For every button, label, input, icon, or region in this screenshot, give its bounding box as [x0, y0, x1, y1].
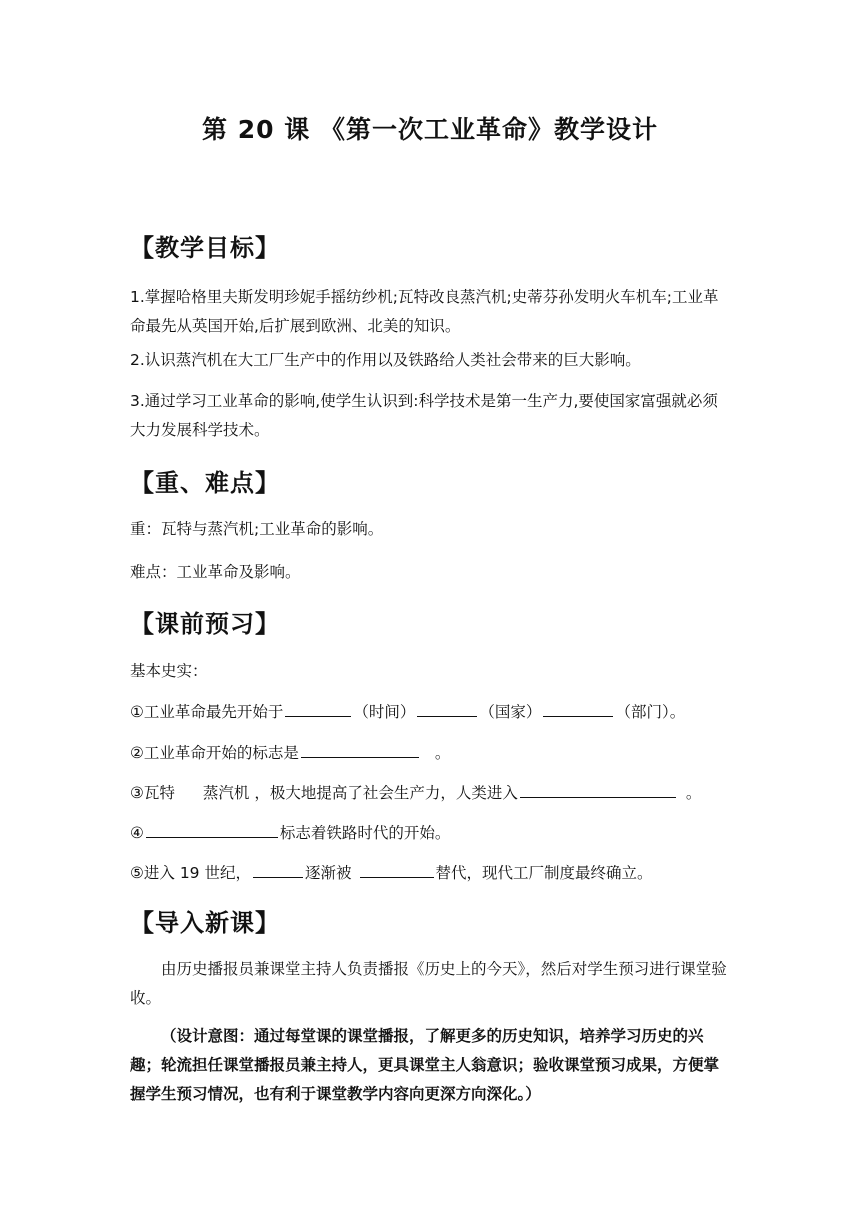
q1-blank-country[interactable] [417, 702, 477, 717]
preview-question-1 [130, 700, 685, 722]
intro-lesson-body: 由历史播报员兼课堂主持人负责播报《历史上的今天》，然后对学生预习进行课堂验收。 [130, 960, 727, 1007]
intro-lesson-heading: 【导入新课】 [130, 909, 280, 937]
q4-blank[interactable] [146, 823, 278, 838]
document-title: 第 20 课 《第一次工业革命》教学设计 [202, 115, 658, 144]
q5-text-b: 逐渐被 [304, 864, 352, 882]
q3-blank[interactable] [520, 783, 676, 798]
q1-blank-time[interactable] [285, 702, 351, 717]
q2-blank[interactable] [301, 743, 419, 758]
q2-text: ②工业革命开始的标志是 [130, 744, 299, 762]
q3-end: 。 [685, 784, 702, 802]
q1-country-label: （国家） [479, 703, 542, 721]
design-intent: （设计意图：通过每堂课的课堂播报，了解更多的历史知识，培养学习历史的兴趣；轮流担任课堂播报员兼主持人，更具课堂主人翁意识；验收课堂预习成果，方便掌握学生预习情况，也有利于课堂教学内容向更深方向深化。） [130, 1027, 720, 1103]
q4-text-b: 标志着铁路时代的开始。 [279, 824, 451, 842]
preview-intro: 基本史实： [130, 662, 208, 680]
objective-3: 3.通过学习工业革命的影响,使学生认识到:科学技术是第一生产力,要使国家富强就必须大力发展科学技术。 [130, 392, 718, 439]
objective-1: 1.掌握哈格里夫斯发明珍妮手摇纺纱机;瓦特改良蒸汽机;史蒂芬孙发明火车机车;工业革命最先从英国开始,后扩展到欧洲、北美的知识。 [130, 288, 719, 335]
q3-text-b: 蒸汽机 ，极大地提高了社会生产力，人类进入 [202, 784, 518, 802]
preview-question-2 [130, 741, 450, 763]
q3-text-a: ③瓦特 [130, 784, 175, 802]
objectives-heading: 【教学目标】 [130, 234, 280, 262]
q1-sector-label: （部门）。 [615, 703, 686, 721]
q5-blank-1[interactable] [253, 863, 303, 878]
key-point: 重：瓦特与蒸汽机;工业革命的影响。 [130, 520, 384, 538]
q1-blank-sector[interactable] [543, 702, 613, 717]
key-points-heading: 【重、难点】 [130, 469, 280, 497]
q5-text-a: ⑤进入 19 世纪， [130, 864, 251, 882]
preview-question-3 [130, 781, 701, 803]
preview-heading: 【课前预习】 [130, 610, 280, 638]
q1-text: ①工业革命最先开始于 [130, 703, 284, 721]
preview-question-4 [130, 821, 450, 843]
q5-text-c: 替代，现代工厂制度最终确立。 [435, 864, 653, 882]
q2-end: 。 [434, 744, 451, 762]
q5-blank-2[interactable] [360, 863, 434, 878]
q4-text-a: ④ [130, 824, 144, 842]
preview-question-5 [130, 861, 653, 883]
difficult-point: 难点：工业革命及影响。 [130, 563, 301, 581]
objective-2: 2.认识蒸汽机在大工厂生产中的作用以及铁路给人类社会带来的巨大影响。 [130, 351, 641, 369]
q1-time-label: （时间） [353, 703, 416, 721]
